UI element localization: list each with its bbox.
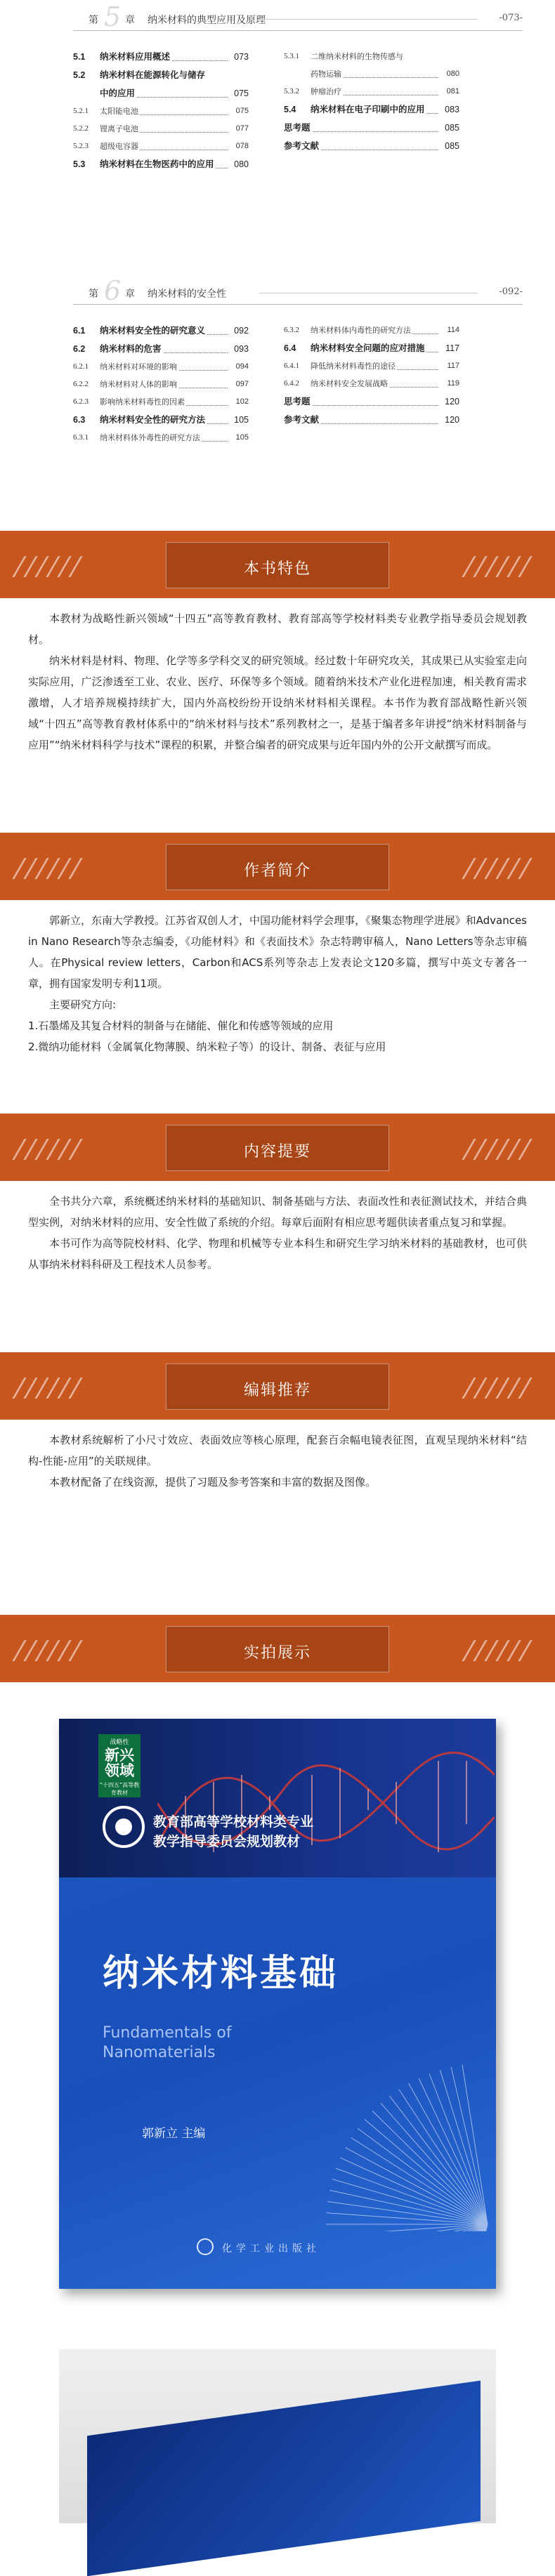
toc-entry	[284, 322, 459, 339]
toc-entry	[73, 393, 249, 411]
toc-entry	[284, 357, 459, 375]
toc-entry-title: 思考题	[284, 122, 311, 133]
toc-entry-number: 6.2	[73, 344, 86, 354]
toc-entry	[73, 376, 249, 393]
toc-entry-title: 太阳能电池	[100, 107, 138, 116]
toc-entry	[73, 103, 249, 120]
section-heading: 实拍展示	[243, 1644, 311, 1662]
toc-entry-number: 5.2.1	[73, 107, 89, 115]
book-author: 郭新立 主编	[142, 2127, 206, 2141]
toc-entry-number: 6.2.1	[73, 362, 89, 371]
paragraph: 本教材配备了在线资源，提供了习题及参考答案和丰富的数据及图像。	[49, 1476, 377, 1488]
toc-entry-title: 参考文献	[284, 140, 320, 151]
toc-entry-title: 纳米材料在电子印刷中的应用	[311, 104, 425, 114]
toc-entry-page: 075	[234, 88, 249, 98]
chapter-suffix: 章	[125, 289, 135, 300]
publishing-house: 化学工业出版社	[222, 2243, 320, 2254]
banner-box	[166, 1363, 389, 1410]
banner-stripes-left	[0, 531, 105, 598]
chapter-suffix: 章	[125, 15, 135, 26]
toc-entry-title: 降低纳米材料毒性的途径	[311, 362, 396, 371]
toc-entry-number: 6.3.1	[73, 433, 89, 442]
chapter-page: -073-	[499, 13, 523, 23]
chapter-title: 纳米材料的安全性	[148, 289, 226, 300]
chapter-prefix: 第	[89, 15, 98, 26]
radial-lines-decoration	[326, 2049, 495, 2231]
toc-entry-number: 6.3	[73, 415, 86, 425]
toc-entry-title: 纳米材料体外毒性的研究方法	[100, 433, 200, 442]
toc-entry-title: 纳米材料安全发展战略	[311, 379, 388, 388]
dna-helix-illustration	[157, 1733, 495, 1873]
toc-entry-page: 105	[235, 433, 249, 442]
editor-text	[28, 1429, 527, 1493]
toc-entry	[284, 65, 459, 83]
toc-entry-page: 083	[445, 105, 459, 114]
book-title: 纳米材料基础	[103, 1953, 339, 1995]
toc-entry-title: 纳米材料应用概述	[100, 51, 171, 62]
section-heading: 内容提要	[243, 1143, 311, 1161]
toc-entry-number: 6.2.2	[73, 380, 89, 388]
series-main: 新兴领域	[105, 1747, 134, 1779]
toc-left-column	[73, 322, 249, 447]
toc-entry-title: 纳米材料对环境的影响	[100, 362, 177, 371]
toc-entry-page: 120	[445, 415, 459, 425]
toc-entry-title: 锂离子电池	[100, 124, 138, 133]
toc-right-column	[284, 322, 459, 429]
chapter-header	[73, 1, 523, 32]
banner-stripes-right	[450, 531, 555, 598]
book-english-title	[103, 2023, 232, 2063]
toc-chapter-6	[73, 275, 523, 506]
section-banner-author	[0, 833, 555, 900]
toc-entry	[73, 84, 249, 103]
author-text	[28, 910, 527, 1057]
series-bottom: “十四五”高等教育教材	[99, 1782, 140, 1796]
english-title-line-1: Fundamentals of	[103, 2024, 232, 2042]
toc-chapter-5	[73, 1, 523, 232]
toc-entry-number: 5.2.2	[73, 124, 89, 133]
toc-entry	[284, 339, 459, 357]
toc-entry	[73, 120, 249, 138]
toc-entry-page: 119	[447, 379, 459, 388]
toc-entry-title: 纳米材料在生物医药中的应用	[100, 159, 214, 169]
toc-entry-number: 6.4	[284, 343, 296, 353]
toc-entry	[73, 411, 249, 429]
toc-entry-title: 纳米材料安全性的研究意义	[100, 325, 206, 336]
toc-entry-page: 077	[235, 124, 249, 133]
section-banner-features	[0, 531, 555, 598]
toc-entry-title: 纳米材料安全问题的应对措施	[311, 343, 425, 353]
english-title-line-2: Nanomaterials	[103, 2044, 216, 2061]
toc-entry-number: 5.3	[73, 159, 86, 169]
banner-stripes-left	[0, 833, 105, 900]
toc-entry-number: 5.1	[73, 52, 86, 62]
toc-entry-number: 5.3.1	[284, 52, 299, 60]
toc-entry	[284, 375, 459, 392]
toc-entry-title: 纳米材料的危害	[100, 343, 162, 354]
toc-entry-number: 6.4.2	[284, 379, 299, 388]
toc-entry-page: 085	[445, 141, 459, 151]
banner-box	[166, 1626, 389, 1672]
ministry-emblem-icon	[103, 1806, 145, 1848]
section-heading: 本书特色	[243, 560, 311, 578]
summary-text	[28, 1191, 527, 1275]
toc-entry-page: 102	[235, 397, 249, 406]
banner-stripes-right	[450, 1615, 555, 1682]
toc-entry	[284, 119, 459, 137]
toc-left-column	[73, 48, 249, 173]
series-top: 战略性	[110, 1739, 129, 1746]
toc-entry-title: 参考文献	[284, 414, 320, 425]
toc-entry-page: 081	[446, 87, 459, 95]
banner-box	[166, 844, 389, 890]
toc-entry-page: 093	[234, 344, 249, 354]
toc-entry-title: 影响纳米材料毒性的因素	[100, 397, 185, 407]
features-text	[28, 608, 527, 755]
paragraph: 本教材系统解析了小尺寸效应、表面效应等核心原理，配套百余幅电镜表征图，直观呈现纳米材料“结构-性能-应用”的关联规律。	[28, 1434, 527, 1467]
toc-entry-page: 080	[234, 159, 249, 169]
chapter-title: 纳米材料的典型应用及原理	[148, 15, 266, 26]
header-rule	[259, 19, 478, 20]
publisher-line-2: 教学指导委员会规划教材	[153, 1834, 301, 1849]
list-item: 1.石墨烯及其复合材料的制备与在储能、催化和传感等领域的应用	[28, 1019, 334, 1032]
paragraph: 郭新立，东南大学教授。江苏省双创人才，中国功能材料学会理事，《聚集态物理学进展》和Advances in Nano Research等杂志编委，《功能材料》和《表面技术》杂志特聘审稿人，Nano Letters等杂志审稿人。在Physical review letters，Carbon和ACS系列等杂志上发表论文120多篇，撰写中英文专著各一章，拥有国家发明专利11项。	[28, 914, 527, 990]
toc-entry-title: 超级电容器	[100, 142, 138, 151]
book-angle-photo	[59, 2349, 496, 2523]
book-cover-photo	[59, 1719, 496, 2289]
banner-stripes-right	[450, 1352, 555, 1420]
toc-entry-number: 5.2.3	[73, 142, 89, 150]
chapter-page: -092-	[499, 286, 523, 297]
toc-entry	[284, 100, 459, 119]
section-banner-editor	[0, 1352, 555, 1420]
toc-entry-page: 094	[235, 362, 249, 371]
series-badge	[98, 1734, 141, 1797]
toc-entry-number: 6.3.2	[284, 326, 299, 334]
toc-entry	[73, 138, 249, 155]
toc-entry-number: 6.4.1	[284, 362, 299, 370]
toc-entry	[73, 48, 249, 66]
banner-box	[166, 542, 389, 588]
paragraph: 本书可作为高等院校材料、化学、物理和机械等专业本科生和研究生学习纳米材料的基础教材，也可供从事纳米材料科研及工程技术人员参考。	[28, 1237, 527, 1271]
paragraph: 本教材为战略性新兴领域“十四五”高等教育教材、教育部高等学校材料类专业教学指导委员会规划教材。	[28, 612, 527, 646]
toc-entry-page: 085	[445, 123, 459, 133]
toc-entry-page: 080	[446, 70, 459, 78]
toc-entry-title: 思考题	[284, 396, 311, 407]
toc-right-column	[284, 48, 459, 155]
toc-entry-page: 073	[234, 52, 249, 62]
toc-entry-page: 105	[234, 415, 249, 425]
chapter-number: 6	[104, 275, 122, 306]
chapter-header	[73, 275, 523, 306]
section-banner-summary	[0, 1114, 555, 1181]
toc-entry-title: 中的应用	[100, 88, 136, 98]
toc-entry	[73, 358, 249, 376]
toc-entry-page: 075	[235, 107, 249, 115]
banner-stripes-right	[450, 833, 555, 900]
toc-entry	[284, 83, 459, 100]
toc-entry-title: 纳米材料对人体的影响	[100, 380, 177, 389]
section-heading: 作者简介	[243, 862, 311, 880]
toc-entry	[284, 48, 459, 65]
paragraph: 纳米材料是材料、物理、化学等多学科交叉的研究领域。经过数十年研究攻关，其成果已从实验室走向实际应用，广泛渗透至工业、农业、医疗、环保等多个领域。随着纳米技术产业化进程加速，相关教育需求激增，人才培养规模持续扩大，国内外高校纷纷开设纳米材料相关课程。本书作为教育部战略性新兴领域“十四五”高等教育教材体系中的“纳米材料与技术”系列教材之一，是基于编者多年讲授“纳米材料制备与应用”“纳米材料科学与技术”课程的积累，并整合编者的研究成果与近年国内外的公开文献撰写而成。	[28, 654, 527, 751]
toc-entry-number: 5.4	[284, 105, 296, 114]
toc-entry	[284, 411, 459, 429]
toc-entry-title: 肿瘤治疗	[311, 87, 341, 96]
toc-entry-title: 纳米材料体内毒性的研究方法	[311, 326, 411, 335]
banner-box	[166, 1125, 389, 1171]
section-banner-display	[0, 1615, 555, 1682]
toc-entry	[284, 137, 459, 155]
banner-stripes-right	[450, 1114, 555, 1181]
paragraph: 主要研究方向:	[49, 998, 117, 1011]
banner-stripes-left	[0, 1615, 105, 1682]
publisher-line-1: 教育部高等学校材料类专业	[153, 1814, 314, 1830]
toc-entry	[73, 340, 249, 358]
toc-entry-number: 5.2	[73, 70, 86, 80]
section-heading: 编辑推荐	[243, 1382, 311, 1399]
toc-entry	[73, 429, 249, 447]
toc-entry	[284, 392, 459, 411]
toc-entry-page: 114	[447, 326, 459, 334]
toc-entry-number: 6.1	[73, 326, 86, 336]
toc-entry-number: 6.2.3	[73, 397, 89, 406]
toc-entry-page: 117	[445, 343, 459, 353]
toc-entry-number: 5.3.2	[284, 87, 299, 95]
toc-entry-title: 纳米材料安全性的研究方法	[100, 414, 206, 425]
toc-entry-page: 092	[234, 326, 249, 336]
toc-entry	[73, 155, 249, 173]
chapter-prefix: 第	[89, 289, 98, 300]
toc-entry-page: 117	[447, 362, 459, 370]
publisher-logo-icon	[197, 2238, 214, 2255]
banner-stripes-left	[0, 1352, 105, 1420]
toc-entry-title: 纳米材料在能源转化与储存	[100, 70, 206, 80]
banner-stripes-left	[0, 1114, 105, 1181]
toc-entry-title: 二维纳米材料的生物传感与	[311, 52, 403, 61]
toc-entry-title: 药物运输	[311, 70, 341, 79]
toc-entry-page: 078	[235, 142, 249, 150]
toc-entry-page: 120	[445, 397, 459, 407]
toc-entry	[73, 66, 249, 84]
toc-entry-page: 097	[235, 380, 249, 388]
list-item: 2.微纳功能材料（金属氧化物薄膜、纳米粒子等）的设计、制备、表征与应用	[28, 1041, 386, 1053]
book-cover-angled	[87, 2381, 481, 2576]
paragraph: 全书共分六章，系统概述纳米材料的基础知识、制备基础与方法、表面改性和表征测试技术，并结合典型实例，对纳米材料的应用、安全性做了系统的介绍。每章后面附有相应思考题供读者重点复习和掌握。	[28, 1195, 527, 1229]
toc-entry	[73, 322, 249, 340]
chapter-number: 5	[104, 1, 122, 32]
